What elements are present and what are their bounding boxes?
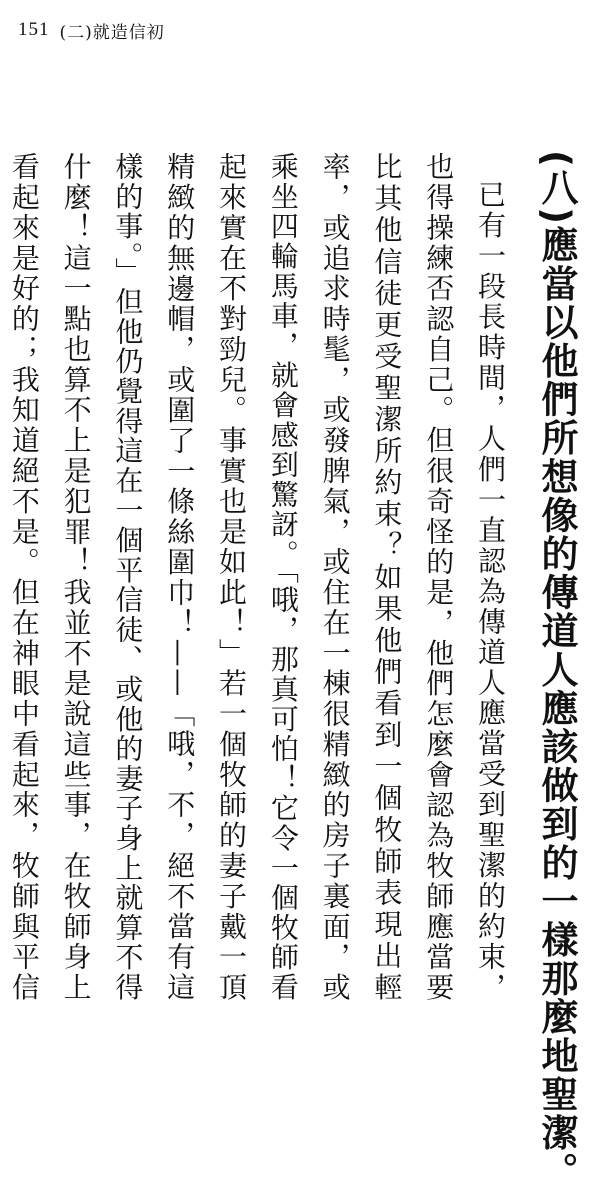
running-header-title: (二)就造信初 [59,22,165,43]
paragraph: 已有一段長時間，人們一直認為傳道人應當受到聖潔的約束，也得操練否認自己。但很奇怪的是，他們怎麼會認為牧師應當要比其他信徒更受聖潔所約束？如果他們看到一個牧師表現出輕率，或追求時髦，或發脾氣，或住在一棟很精緻的房子裏面，或乘坐四輪馬車，就會感到驚訝。「哦，那真可怕！它令一個牧師看起來實在不對勁兒。事實也是如此！」若一個牧師的妻子戴一頂精緻的無邊帽，或圍了一條絲圍巾！——「哦，不，絕不當有這樣的事。」但他仍覺得這在一個平信徒、或他的妻子身上就算不得什麼！這一點也算不上是犯罪！我並不是說這些事，在牧師身上看起來是好的；我知道絕不是。但在神眼中看起來，牧師與平信 [7,152,507,1002]
page-number: 151 [18,19,50,40]
section-heading: (八)應當以他們所想像的傳道人應該做到的一樣那麼地聖潔。 [535,150,578,1191]
body-text [7,152,516,1002]
page-header [18,16,165,44]
